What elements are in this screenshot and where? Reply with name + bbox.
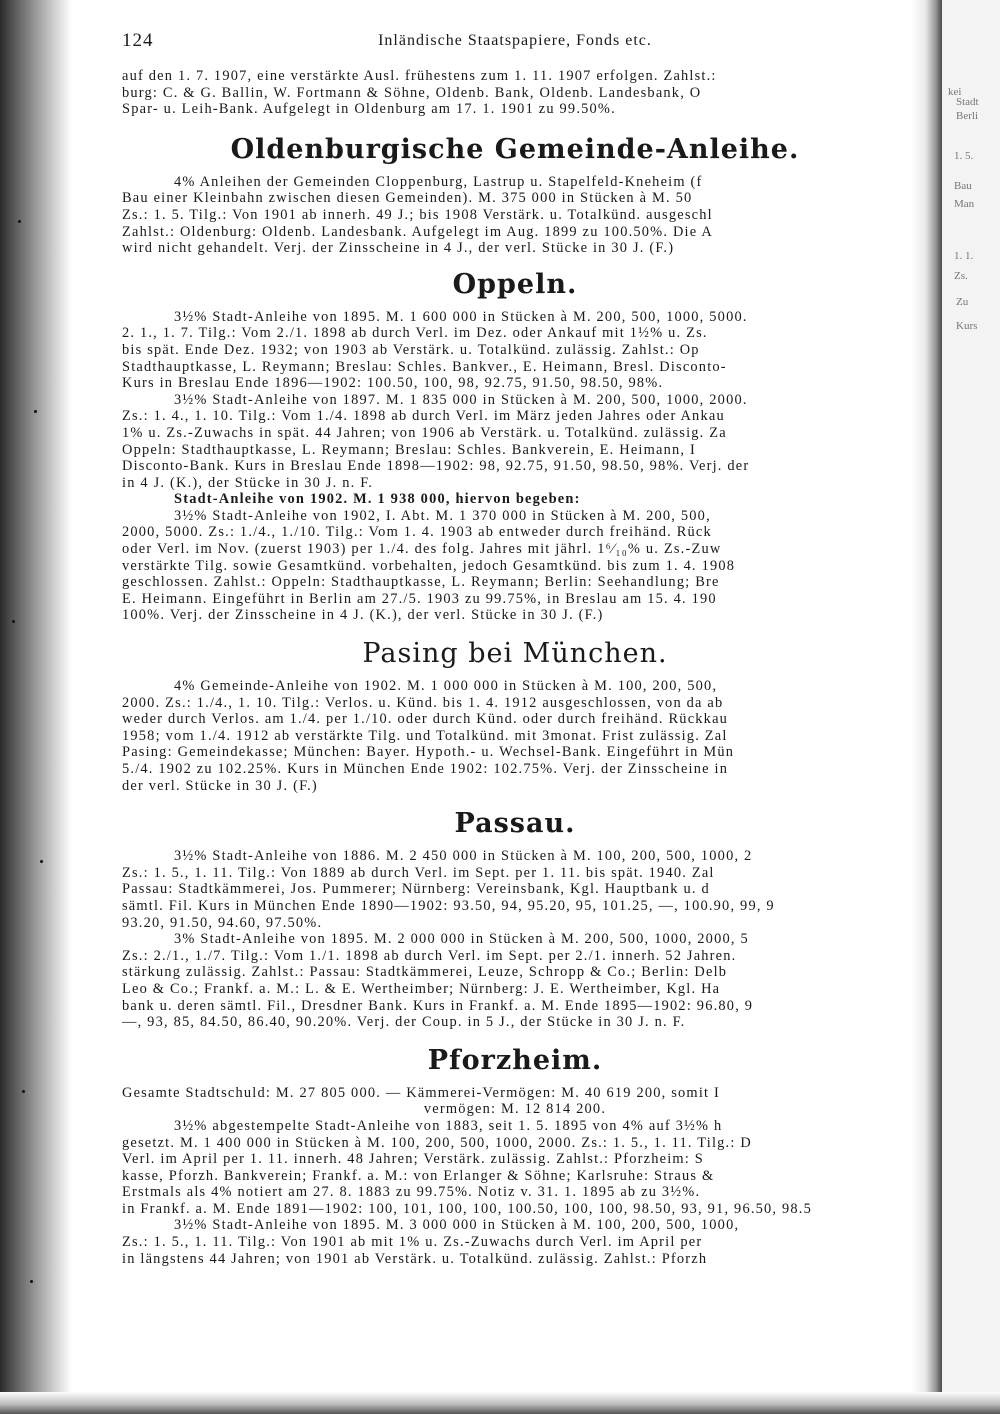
text-line: Bau einer Kleinbahn zwischen diesen Gemeinden). M. 375 000 in Stücken à M. 50 (122, 190, 693, 207)
text-line: Gesamte Stadtschuld: M. 27 805 000. — Kämmerei-Vermögen: M. 40 619 200, somit I (122, 1084, 721, 1101)
fragment: Man (954, 198, 975, 210)
text-line: bank u. deren sämtl. Fil., Dresdner Bank. Kurs in Frankf. a. M. Ende 1895—1902: 96.80, 9 (122, 997, 754, 1014)
text-line: geschlossen. Zahlst.: Oppeln: Stadthauptkasse, L. Reymann; Berlin: Seehandlung; Bre (122, 574, 720, 591)
text-line: in längstens 44 Jahren; von 1901 ab Verstärk. u. Totalkünd. zulässig. Zahlst.: Pforzh (122, 1250, 708, 1267)
text-line: kasse, Pforzh. Bankverein; Frankf. a. M.: von Erlanger & Söhne; Karlsruhe: Straus & (122, 1167, 715, 1184)
text-line: Stadthauptkasse, L. Reymann; Breslau: Schles. Bankver., E. Heimann, Bresl. Disconto- (122, 358, 727, 375)
page-number: 124 (122, 30, 154, 51)
text-line: der verl. Stücke in 30 J. (F.) (122, 777, 318, 794)
fragment: Stadt (956, 96, 979, 108)
text-line: Pasing: Gemeindekasse; München: Bayer. Hypoth.- u. Wechsel-Bank. Eingeführt in Mün (122, 744, 735, 761)
text-line: Spar- u. Leih-Bank. Aufgelegt in Oldenburg am 17. 1. 1901 zu 99.50%. (122, 101, 616, 118)
text-line: 4% Gemeinde-Anleihe von 1902. M. 1 000 000 in Stücken à M. 100, 200, 500, (174, 678, 718, 695)
section-body-oppeln (122, 309, 908, 624)
text-line: 1% u. Zs.-Zuwachs in spät. 44 Jahren; von 1906 ab Verstärk. u. Totalkünd. zulässig. Za (122, 424, 727, 441)
text-line: 3½% Stadt-Anleihe von 1895. M. 1 600 000 in Stücken à M. 200, 500, 1000, 5000. (174, 308, 748, 325)
scan-shadow-left (0, 0, 72, 1414)
text-line: burg: C. & G. Ballin, W. Fortmann & Söhne, Oldenb. Bank, Oldenb. Landesbank, O (122, 84, 702, 101)
page-fold-shadow (912, 0, 942, 1414)
text-line: Zs.: 1. 5., 1. 11. Tilg.: Von 1889 ab durch Verl. im Sept. per 1. 11. bis spät. 1940. Zal (122, 864, 715, 881)
text-line: Erstmals als 4% notiert am 27. 8. 1883 zu 99.75%. Notiz v. 31. 1. 1895 ab zu 3½%. (122, 1184, 701, 1201)
fragment: Zu (956, 296, 969, 308)
page-header (122, 30, 908, 62)
running-title: Inländische Staatspapiere, Fonds etc. (378, 32, 652, 49)
text-line: Disconto-Bank. Kurs in Breslau Ende 1898—1902: 98, 92.75, 91.50, 98.50, 98%. Verj. der (122, 458, 750, 475)
text-line: 3½% Stadt-Anleihe von 1895. M. 3 000 000 in Stücken à M. 100, 200, 500, 1000, (174, 1217, 740, 1234)
text-line: Zs.: 2./1., 1./7. Tilg.: Vom 1./1. 1898 ab durch Verl. im Sept. per 2./1. innerh. 52 Jahren. (122, 947, 737, 964)
fragment: 1. 5. (954, 150, 974, 162)
fragment: Kurs (956, 320, 978, 332)
section-title-pasing: Pasing bei München. (362, 638, 668, 670)
fragment: 1. 1. (954, 250, 974, 262)
section-title-oppeln: Oppeln. (452, 268, 578, 300)
text-line: sämtl. Fil. Kurs in München Ende 1890—1902: 93.50, 94, 95.20, 95, 101.25, —, 100.90, 99, 9 (122, 897, 775, 914)
text-line: 2000, 5000. Zs.: 1./4., 1./10. Tilg.: Vom 1. 4. 1903 ab entweder durch freihänd. Rück (122, 524, 712, 541)
text-line: auf den 1. 7. 1907, eine verstärkte Ausl. frühestens zum 1. 11. 1907 erfolgen. Zahlst.: (122, 68, 717, 84)
section-body-oldenburg (122, 174, 908, 257)
text-line: bis spät. Ende Dez. 1932; von 1903 ab Verstärk. u. Totalkünd. zulässig. Zahlst.: Op (122, 341, 700, 358)
text-line: Zs.: 1. 4., 1. 10. Tilg.: Vom 1./4. 1898 ab durch Verl. im März jeden Jahres oder Ankau (122, 408, 725, 425)
text-line: Oppeln: Stadthauptkasse, L. Reymann; Breslau: Schles. Bankverein, E. Heimann, I (122, 441, 696, 458)
fragment: Bau (954, 180, 972, 192)
intro-paragraph (122, 68, 908, 118)
fragment: Zs. (954, 270, 968, 282)
fragment: kei (948, 86, 962, 98)
text-line: 5./4. 1902 zu 102.25%. Kurs in München Ende 1902: 102.75%. Verj. der Zinsscheine in (122, 761, 729, 777)
text-line: wird nicht gehandelt. Verj. der Zinsscheine in 4 J., der verl. Stücke in 30 J. (F.) (122, 240, 675, 257)
text-line: stärkung zulässig. Zahlst.: Passau: Stadtkämmerei, Leuze, Schropp & Co.; Berlin: Delb (122, 964, 728, 981)
text-line: 2. 1., 1. 7. Tilg.: Vom 2./1. 1898 ab durch Verl. im Dez. oder Ankauf mit 1½% u. Zs. (122, 325, 708, 342)
text-line: vermögen: M. 12 814 200. (423, 1101, 607, 1118)
fragment: Berli (956, 110, 978, 122)
text-line: Stadt-Anleihe von 1902. M. 1 938 000, hiervon begeben: (174, 491, 581, 508)
document-page (122, 30, 908, 1267)
text-line: weder durch Verlos. am 1./4. per 1./10. oder durch Künd. oder durch freihänd. Rückkau (122, 711, 729, 728)
text-line: Zahlst.: Oldenburg: Oldenb. Landesbank. Aufgelegt im Aug. 1899 zu 100.50%. Die A (122, 223, 713, 240)
text-line: 93.20, 91.50, 94.60, 97.50%. (122, 914, 323, 931)
section-body-pforzheim (122, 1085, 908, 1268)
text-line: E. Heimann. Eingeführt in Berlin am 27./5. 1903 zu 99.75%, in Breslau am 15. 4. 190 (122, 590, 717, 607)
section-title-passau: Passau. (454, 808, 576, 840)
text-line: 3½% Stadt-Anleihe von 1897. M. 1 835 000 in Stücken à M. 200, 500, 1000, 2000. (174, 391, 748, 408)
text-line: 100%. Verj. der Zinsscheine in 4 J. (K.), der verl. Stücke in 30 J. (F.) (122, 607, 604, 624)
text-line: 1958; vom 1./4. 1912 ab verstärkte Tilg. und Totalkünd. mit 3monat. Frist zulässig. Zal (122, 727, 728, 744)
text-line: Zs.: 1. 5., 1. 11. Tilg.: Von 1901 ab mit 1% u. Zs.-Zuwachs durch Verl. im April per (122, 1234, 703, 1251)
text-line: 3% Stadt-Anleihe von 1895. M. 2 000 000 in Stücken à M. 200, 500, 1000, 2000, 5 (174, 931, 749, 948)
text-line: 3½% Stadt-Anleihe von 1886. M. 2 450 000 in Stücken à M. 100, 200, 500, 1000, 2 (174, 848, 753, 865)
text-line: 2000. Zs.: 1./4., 1. 10. Tilg.: Verlos. u. Künd. bis 1. 4. 1912 ausgeschlossen, von da ab (122, 694, 724, 711)
text-line: 3½% abgestempelte Stadt-Anleihe von 1883, seit 1. 5. 1895 von 4% auf 3½% h (174, 1117, 723, 1134)
section-title-oldenburg: Oldenburgische Gemeinde-Anleihe. (230, 133, 800, 165)
text-line: —, 93, 85, 84.50, 86.40, 90.20%. Verj. der Coup. in 5 J., der Stücke in 30 J. n. F. (122, 1014, 686, 1031)
text-line: in 4 J. (K.), der Stücke in 30 J. n. F. (122, 474, 374, 491)
section-body-pasing (122, 678, 908, 794)
text-line: 3½% Stadt-Anleihe von 1902, I. Abt. M. 1 370 000 in Stücken à M. 200, 500, (174, 507, 711, 524)
text-line: Leo & Co.; Frankf. a. M.: L. & E. Wertheimber; Nürnberg: J. E. Wertheimber, Kgl. Ha (122, 980, 721, 997)
text-line: gesetzt. M. 1 400 000 in Stücken à M. 100, 200, 500, 1000, 2000. Zs.: 1. 5., 1. 11. Tilg.: D (122, 1134, 752, 1151)
text-line: in Frankf. a. M. Ende 1891—1902: 100, 101, 100, 100, 100.50, 100, 100, 98.50, 93, 91, 96.50, 98.5 (122, 1200, 813, 1217)
text-line: Kurs in Breslau Ende 1896—1902: 100.50, 100, 98, 92.75, 91.50, 98.50, 98%. (122, 375, 664, 392)
text-line: Zs.: 1. 5. Tilg.: Von 1901 ab innerh. 49 J.; bis 1908 Verstärk. u. Totalkünd. ausgeschl (122, 206, 713, 223)
section-body-passau (122, 848, 908, 1031)
section-title-pforzheim: Pforzheim. (427, 1044, 603, 1076)
adjacent-page-edge (942, 0, 1000, 1414)
scan-bottom-edge (0, 1392, 1000, 1414)
text-line: Verl. im April per 1. 11. innerh. 48 Jahren; Verstärk. zulässig. Zahlst.: Pforzheim: S (122, 1151, 705, 1168)
text-line: verstärkte Tilg. sowie Gesamtkünd. vorbehalten, jedoch Gesamtkünd. bis zum 1. 4. 1908 (122, 557, 736, 574)
text-line: 4% Anleihen der Gemeinden Cloppenburg, Lastrup u. Stapelfeld-Kneheim (f (174, 173, 703, 190)
text-line: oder Verl. im Nov. (zuerst 1903) per 1./4. des folg. Jahres mit jährl. 1⁶⁄₁₀% u. Zs.-Zuw (122, 541, 722, 558)
text-line: Passau: Stadtkämmerei, Jos. Pummerer; Nürnberg: Vereinsbank, Kgl. Hauptbank u. d (122, 881, 710, 898)
